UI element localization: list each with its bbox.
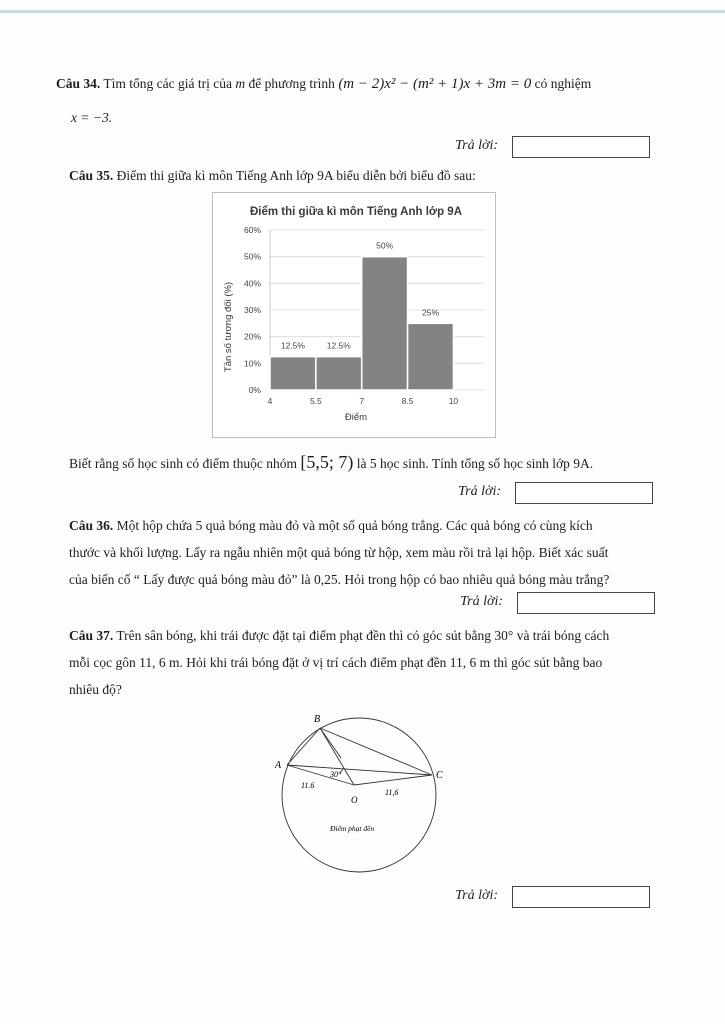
segment-ac (287, 765, 432, 775)
label-point-a: A (275, 760, 282, 771)
y-tick-label: 40% (243, 278, 261, 289)
variable-m: m (235, 76, 246, 91)
y-tick-label: 50% (243, 251, 261, 262)
label-point-b: B (314, 714, 321, 725)
question-34-text-b: để phương trình (248, 76, 335, 91)
question-37-line-3: nhiêu độ? (69, 682, 122, 697)
chart-x-axis-label: Điểm (344, 412, 368, 423)
bar-data-label: 25% (421, 307, 440, 318)
question-35-followup-a: Biết rằng số học sinh có điểm thuộc nhóm (69, 456, 297, 471)
question-37-label: Câu 37. (69, 628, 114, 643)
segment-oc (354, 775, 432, 785)
bar-data-label: 12.5% (326, 340, 351, 351)
penalty-diagram-svg (270, 710, 450, 880)
question-36-line-2: thước và khối lượng. Lấy ra ngẫu nhiên một quả bóng từ hộp, xem màu rồi trả lại hộp. Biết xác suất (69, 545, 609, 560)
y-tick-label: 20% (243, 331, 261, 342)
answer-row-34 (300, 136, 650, 158)
question-35-interval: [5,5; 7) (300, 452, 354, 472)
diagram-circle (282, 718, 436, 872)
answer-row-35 (303, 482, 653, 504)
page-top-border (0, 10, 725, 13)
label-length-right: 11,6 (385, 788, 399, 797)
label-point-o: O (351, 795, 358, 805)
segment-ab (287, 728, 320, 765)
answer-label: Trả lời: (460, 594, 503, 609)
question-34-root: x = −3. (71, 110, 113, 125)
histogram-bar (362, 257, 408, 390)
answer-box-35[interactable] (515, 482, 653, 504)
chart-y-axis-label: Tần số tương đối (%) (223, 281, 234, 373)
answer-label: Trả lời: (455, 888, 498, 903)
x-tick-label: 8.5 (401, 396, 414, 406)
question-35-text: Điểm thi giữa kì môn Tiếng Anh lớp 9A biểu diễn bởi biểu đồ sau: (116, 168, 476, 183)
question-36 (69, 512, 689, 593)
chart-title: Điểm thi giữa kì môn Tiếng Anh lớp 9A (249, 206, 463, 218)
y-tick-label: 60% (243, 225, 261, 235)
bar-data-label: 50% (376, 240, 394, 251)
y-tick-label: 10% (243, 358, 261, 369)
question-34-text-a: Tìm tổng các giá trị của (103, 76, 232, 91)
question-34 (56, 70, 656, 98)
x-tick-label: 10 (448, 396, 459, 406)
question-37-line-1: Trên sân bóng, khi trái được đặt tại điểm phạt đền thì có góc sút bằng 30° và trái bóng cách (116, 628, 610, 643)
question-34-label: Câu 34. (56, 76, 101, 91)
answer-box-34[interactable] (512, 136, 650, 158)
histogram-bar (316, 357, 362, 390)
histogram-svg (212, 192, 496, 438)
answer-label: Trả lời: (458, 484, 501, 499)
answer-row-37 (300, 886, 650, 908)
answer-label: Trả lời: (455, 138, 498, 153)
histogram-bar (408, 323, 454, 390)
histogram-chart (212, 192, 496, 438)
y-tick-label: 0% (248, 385, 261, 395)
answer-box-37[interactable] (512, 886, 650, 908)
question-36-line-3: của biến cố “ Lấy được quả bóng màu đỏ” là 0,25. Hỏi trong hộp có bao nhiêu quả bóng màu trắng? (69, 572, 610, 587)
histogram-bar (270, 357, 316, 390)
x-tick-label: 5.5 (309, 396, 322, 406)
bar-data-label: 12.5% (280, 340, 305, 351)
question-37 (69, 622, 689, 703)
question-35-label: Câu 35. (69, 168, 114, 183)
question-35-followup (69, 449, 689, 477)
question-35-followup-b: là 5 học sinh. Tính tổng số học sinh lớp 9A. (356, 456, 594, 471)
label-angle: 30° (330, 770, 342, 779)
question-36-line-1: Một hộp chứa 5 quả bóng màu đỏ và một số quả bóng trắng. Các quả bóng có cùng kích (116, 518, 593, 533)
label-point-c: C (436, 770, 443, 781)
question-37-line-2: mỗi cọc gôn 11, 6 m. Hỏi khi trái bóng đặt ở vị trí cách điểm phạt đền 11, 6 m thì góc sút bằng bao (69, 655, 603, 670)
question-36-label: Câu 36. (69, 518, 114, 533)
x-tick-label: 4 (267, 396, 273, 406)
answer-row-36 (305, 592, 655, 614)
label-length-left: 11.6 (301, 781, 315, 790)
question-35 (69, 162, 669, 189)
x-tick-label: 7 (359, 396, 365, 406)
answer-box-36[interactable] (517, 592, 655, 614)
question-34-equation: (m − 2)x² − (m² + 1)x + 3m = 0 (338, 76, 532, 92)
diagram-caption: Điểm phạt đền (330, 824, 375, 833)
y-tick-label: 30% (243, 305, 261, 315)
penalty-diagram (270, 710, 450, 880)
question-34-text-c: có nghiệm (534, 76, 592, 91)
